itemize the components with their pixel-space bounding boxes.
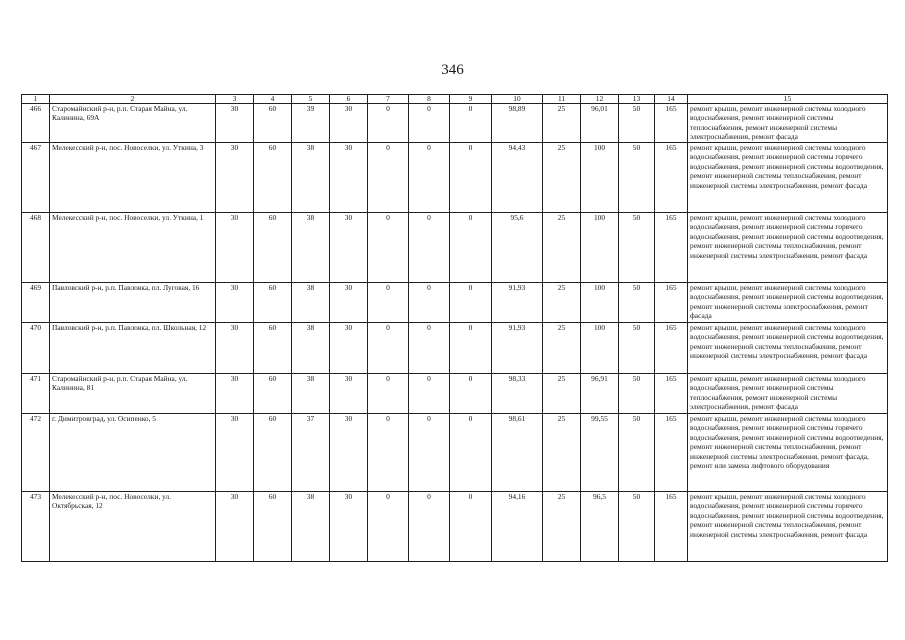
value-cell: 165 xyxy=(655,414,688,492)
column-header: 7 xyxy=(368,95,409,104)
value-cell: 50 xyxy=(619,143,655,213)
works-cell: ремонт крыши, ремонт инженерной системы холодного водоснабжения, ремонт инженерной системы водоотведения, ремонт инженерной системы теплоснабжения, ремонт инженерной системы электроснабжения, ремонт фасада xyxy=(688,323,888,374)
column-header: 10 xyxy=(492,95,543,104)
row-number: 472 xyxy=(22,414,50,492)
value-cell: 39 xyxy=(292,104,330,143)
value-cell: 94,43 xyxy=(492,143,543,213)
value-cell: 30 xyxy=(216,143,254,213)
value-cell: 25 xyxy=(543,213,581,283)
value-cell: 60 xyxy=(254,213,292,283)
value-cell: 0 xyxy=(450,104,492,143)
column-header: 4 xyxy=(254,95,292,104)
value-cell: 38 xyxy=(292,213,330,283)
value-cell: 60 xyxy=(254,492,292,562)
table-row xyxy=(22,283,888,323)
value-cell: 25 xyxy=(543,104,581,143)
value-cell: 60 xyxy=(254,283,292,323)
value-cell: 165 xyxy=(655,492,688,562)
value-cell: 30 xyxy=(330,143,368,213)
value-cell: 50 xyxy=(619,104,655,143)
works-cell: ремонт крыши, ремонт инженерной системы холодного водоснабжения, ремонт инженерной системы водоотведения, ремонт инженерной системы электроснабжения, ремонт фасада xyxy=(688,283,888,323)
address-cell: Павловский р-н, р.п. Павловка, пл. Луговая, 16 xyxy=(50,283,216,323)
value-cell: 0 xyxy=(368,104,409,143)
value-cell: 0 xyxy=(368,323,409,374)
value-cell: 0 xyxy=(409,374,450,414)
value-cell: 25 xyxy=(543,143,581,213)
value-cell: 0 xyxy=(368,492,409,562)
value-cell: 60 xyxy=(254,323,292,374)
works-cell: ремонт крыши, ремонт инженерной системы холодного водоснабжения, ремонт инженерной системы теплоснабжения, ремонт инженерной системы электроснабжения, ремонт фасада xyxy=(688,104,888,143)
row-number: 467 xyxy=(22,143,50,213)
table-row xyxy=(22,374,888,414)
value-cell: 25 xyxy=(543,414,581,492)
value-cell: 0 xyxy=(409,283,450,323)
value-cell: 0 xyxy=(450,414,492,492)
value-cell: 0 xyxy=(450,213,492,283)
value-cell: 50 xyxy=(619,213,655,283)
value-cell: 100 xyxy=(581,323,619,374)
value-cell: 99,55 xyxy=(581,414,619,492)
value-cell: 60 xyxy=(254,374,292,414)
table-row xyxy=(22,414,888,492)
value-cell: 30 xyxy=(330,283,368,323)
column-header: 1 xyxy=(22,95,50,104)
value-cell: 30 xyxy=(216,323,254,374)
value-cell: 50 xyxy=(619,414,655,492)
table-row xyxy=(22,104,888,143)
table-row xyxy=(22,492,888,562)
column-header: 3 xyxy=(216,95,254,104)
value-cell: 38 xyxy=(292,323,330,374)
value-cell: 60 xyxy=(254,414,292,492)
row-number: 468 xyxy=(22,213,50,283)
address-cell: Мелекесский р-н, пос. Новоселки, ул. Октябрьская, 12 xyxy=(50,492,216,562)
column-header: 6 xyxy=(330,95,368,104)
value-cell: 98,89 xyxy=(492,104,543,143)
row-number: 470 xyxy=(22,323,50,374)
value-cell: 91,93 xyxy=(492,283,543,323)
value-cell: 30 xyxy=(330,492,368,562)
works-cell: ремонт крыши, ремонт инженерной системы холодного водоснабжения, ремонт инженерной системы горячего водоснабжения, ремонт инженерной системы водоотведения, ремонт инженерной системы теплоснабжения, ремонт инженерной системы электроснабжения, ремонт фасада xyxy=(688,213,888,283)
value-cell: 60 xyxy=(254,143,292,213)
value-cell: 96,91 xyxy=(581,374,619,414)
value-cell: 30 xyxy=(216,374,254,414)
table-row xyxy=(22,213,888,283)
value-cell: 0 xyxy=(368,283,409,323)
value-cell: 30 xyxy=(216,492,254,562)
row-number: 466 xyxy=(22,104,50,143)
value-cell: 0 xyxy=(409,492,450,562)
address-cell: Старомайнский р-н, р.п. Старая Майна, ул. Калинина, 69А xyxy=(50,104,216,143)
value-cell: 165 xyxy=(655,143,688,213)
column-number-row xyxy=(22,95,888,104)
value-cell: 95,6 xyxy=(492,213,543,283)
value-cell: 0 xyxy=(450,374,492,414)
value-cell: 30 xyxy=(330,104,368,143)
value-cell: 98,33 xyxy=(492,374,543,414)
value-cell: 165 xyxy=(655,283,688,323)
column-header: 8 xyxy=(409,95,450,104)
housing-repair-table xyxy=(21,94,888,562)
value-cell: 0 xyxy=(409,213,450,283)
table-row xyxy=(22,143,888,213)
value-cell: 0 xyxy=(450,323,492,374)
value-cell: 38 xyxy=(292,283,330,323)
row-number: 471 xyxy=(22,374,50,414)
row-number: 469 xyxy=(22,283,50,323)
value-cell: 30 xyxy=(330,374,368,414)
value-cell: 38 xyxy=(292,492,330,562)
table-body xyxy=(22,95,888,562)
value-cell: 96,01 xyxy=(581,104,619,143)
value-cell: 38 xyxy=(292,143,330,213)
value-cell: 50 xyxy=(619,492,655,562)
value-cell: 50 xyxy=(619,323,655,374)
value-cell: 0 xyxy=(409,143,450,213)
value-cell: 0 xyxy=(409,104,450,143)
value-cell: 91,93 xyxy=(492,323,543,374)
value-cell: 0 xyxy=(450,283,492,323)
value-cell: 0 xyxy=(368,143,409,213)
value-cell: 0 xyxy=(450,492,492,562)
value-cell: 30 xyxy=(216,283,254,323)
value-cell: 25 xyxy=(543,323,581,374)
value-cell: 0 xyxy=(368,374,409,414)
column-header: 2 xyxy=(50,95,216,104)
address-cell: г. Димитровград, ул. Осипенко, 5 xyxy=(50,414,216,492)
address-cell: Старомайнский р-н, р.п. Старая Майна, ул. Калинина, 81 xyxy=(50,374,216,414)
value-cell: 0 xyxy=(409,323,450,374)
address-cell: Павловский р-н, р.п. Павловка, пл. Школьная, 12 xyxy=(50,323,216,374)
value-cell: 25 xyxy=(543,283,581,323)
value-cell: 50 xyxy=(619,283,655,323)
value-cell: 0 xyxy=(368,414,409,492)
works-cell: ремонт крыши, ремонт инженерной системы холодного водоснабжения, ремонт инженерной системы горячего водоснабжения, ремонт инженерной системы водоотведения, ремонт инженерной системы теплоснабжения, ремонт инженерной системы электроснабжения, ремонт фасада, ремонт или замена лифтового оборудования xyxy=(688,414,888,492)
value-cell: 98,61 xyxy=(492,414,543,492)
works-cell: ремонт крыши, ремонт инженерной системы холодного водоснабжения, ремонт инженерной системы горячего водоснабжения, ремонт инженерной системы водоотведения, ремонт инженерной системы теплоснабжения, ремонт инженерной системы электроснабжения, ремонт фасада xyxy=(688,143,888,213)
value-cell: 0 xyxy=(450,143,492,213)
value-cell: 165 xyxy=(655,374,688,414)
value-cell: 30 xyxy=(330,323,368,374)
page-number: 346 xyxy=(441,62,464,78)
value-cell: 0 xyxy=(368,213,409,283)
column-header: 15 xyxy=(688,95,888,104)
value-cell: 100 xyxy=(581,213,619,283)
table-row xyxy=(22,323,888,374)
value-cell: 100 xyxy=(581,283,619,323)
value-cell: 165 xyxy=(655,213,688,283)
value-cell: 30 xyxy=(216,104,254,143)
column-header: 5 xyxy=(292,95,330,104)
works-cell: ремонт крыши, ремонт инженерной системы холодного водоснабжения, ремонт инженерной системы теплоснабжения, ремонт инженерной системы электроснабжения, ремонт фасада xyxy=(688,374,888,414)
row-number: 473 xyxy=(22,492,50,562)
value-cell: 30 xyxy=(216,414,254,492)
column-header: 9 xyxy=(450,95,492,104)
column-header: 12 xyxy=(581,95,619,104)
value-cell: 94,16 xyxy=(492,492,543,562)
value-cell: 25 xyxy=(543,492,581,562)
column-header: 13 xyxy=(619,95,655,104)
column-header: 11 xyxy=(543,95,581,104)
value-cell: 30 xyxy=(330,414,368,492)
value-cell: 100 xyxy=(581,143,619,213)
value-cell: 165 xyxy=(655,323,688,374)
value-cell: 60 xyxy=(254,104,292,143)
value-cell: 0 xyxy=(409,414,450,492)
value-cell: 96,5 xyxy=(581,492,619,562)
value-cell: 30 xyxy=(330,213,368,283)
value-cell: 25 xyxy=(543,374,581,414)
address-cell: Мелекесский р-н, пос. Новоселки, ул. Уткина, 1 xyxy=(50,213,216,283)
value-cell: 50 xyxy=(619,374,655,414)
column-header: 14 xyxy=(655,95,688,104)
works-cell: ремонт крыши, ремонт инженерной системы холодного водоснабжения, ремонт инженерной системы горячего водоснабжения, ремонт инженерной системы водоотведения, ремонт инженерной системы теплоснабжения, ремонт инженерной системы электроснабжения, ремонт фасада xyxy=(688,492,888,562)
value-cell: 37 xyxy=(292,414,330,492)
address-cell: Мелекесский р-н, пос. Новоселки, ул. Уткина, 3 xyxy=(50,143,216,213)
value-cell: 38 xyxy=(292,374,330,414)
value-cell: 165 xyxy=(655,104,688,143)
value-cell: 30 xyxy=(216,213,254,283)
